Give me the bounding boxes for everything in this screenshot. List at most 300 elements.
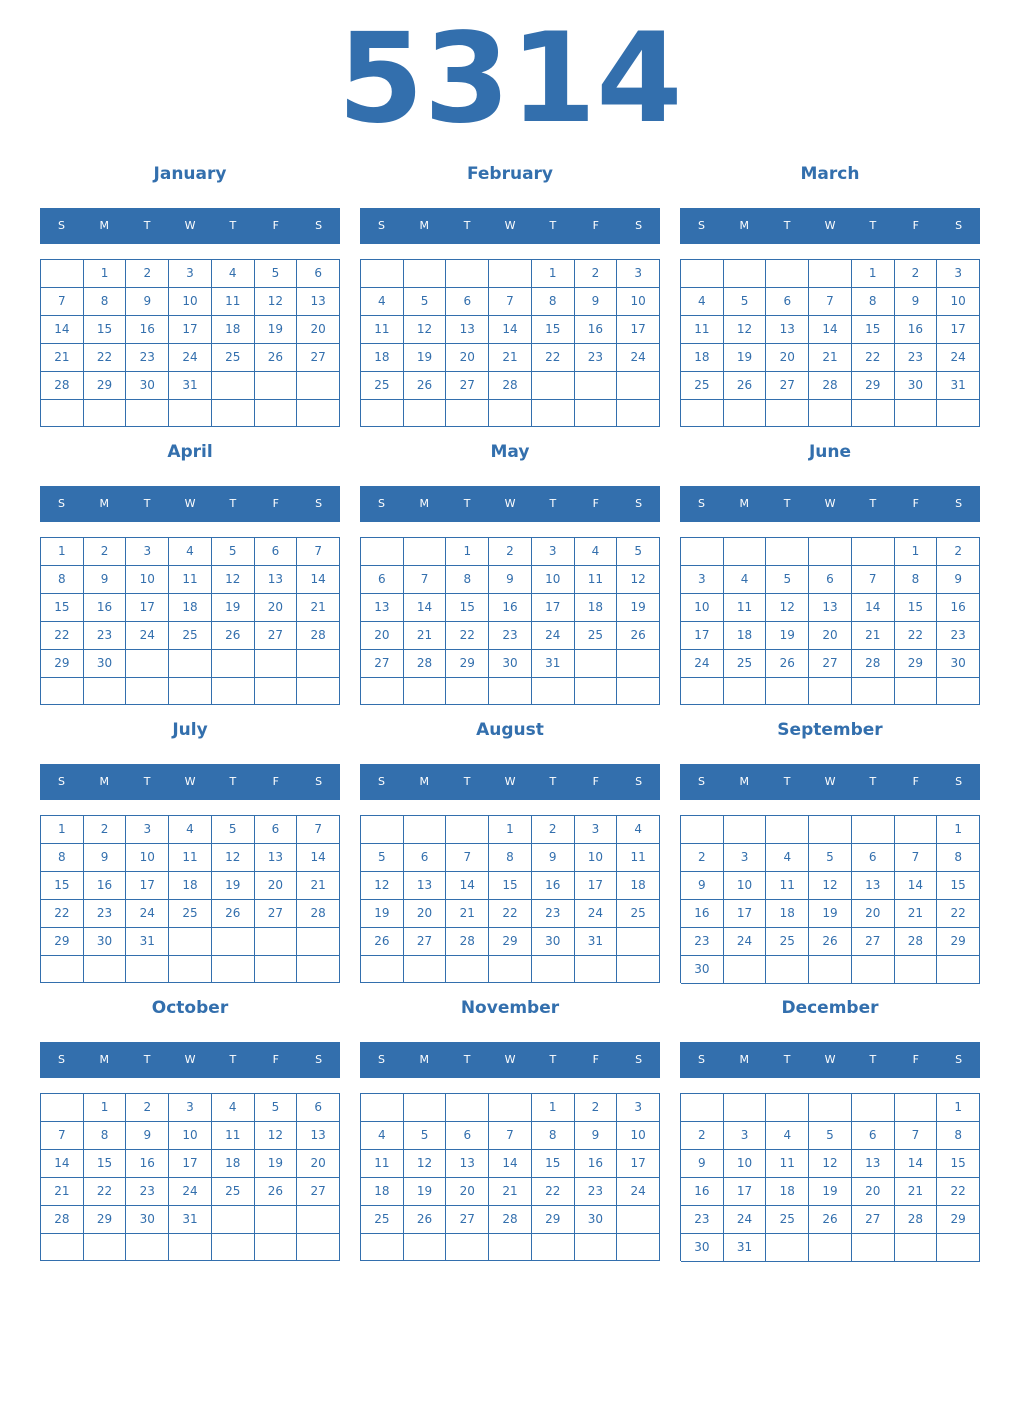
empty-day-cell — [489, 400, 532, 427]
day-cell: 30 — [681, 956, 724, 984]
day-cell: 4 — [169, 816, 212, 844]
day-cell: 15 — [446, 594, 489, 622]
day-cell: 21 — [809, 344, 852, 372]
day-cell: 24 — [617, 344, 660, 372]
day-cell: 10 — [681, 594, 724, 622]
day-cell: 15 — [532, 316, 575, 344]
day-cell: 24 — [724, 928, 767, 956]
empty-day-cell — [575, 372, 618, 400]
day-cell: 6 — [852, 844, 895, 872]
day-grid — [360, 815, 660, 983]
empty-day-cell — [169, 1234, 212, 1261]
weekday-label: M — [739, 775, 750, 788]
empty-day-cell — [852, 956, 895, 984]
day-cell: 3 — [169, 1094, 212, 1122]
day-cell: 19 — [404, 344, 447, 372]
weekday-label: S — [57, 775, 65, 788]
day-cell: 26 — [404, 1206, 447, 1234]
empty-day-cell — [212, 372, 255, 400]
month-june — [680, 441, 980, 711]
day-cell: 25 — [212, 344, 255, 372]
day-cell: 29 — [84, 372, 127, 400]
empty-day-cell — [212, 1206, 255, 1234]
weekday-label: T — [549, 219, 557, 232]
month-may — [360, 441, 660, 711]
empty-day-cell — [852, 678, 895, 705]
day-cell: 7 — [895, 844, 938, 872]
weekday-label: T — [783, 775, 791, 788]
day-cell: 30 — [575, 1206, 618, 1234]
day-cell: 3 — [126, 816, 169, 844]
day-cell: 14 — [297, 844, 340, 872]
day-cell: 18 — [617, 872, 660, 900]
day-cell: 23 — [575, 344, 618, 372]
weekday-label: T — [783, 497, 791, 510]
day-cell: 10 — [617, 1122, 660, 1150]
empty-day-cell — [766, 400, 809, 427]
day-grid — [680, 537, 980, 705]
month-name: November — [460, 998, 560, 1018]
day-cell: 4 — [724, 566, 767, 594]
empty-day-cell — [255, 650, 298, 678]
day-cell: 15 — [532, 1150, 575, 1178]
day-cell: 20 — [297, 1150, 340, 1178]
day-cell: 20 — [255, 594, 298, 622]
day-cell: 27 — [255, 900, 298, 928]
weekday-label: T — [229, 219, 237, 232]
day-cell: 1 — [937, 816, 980, 844]
month-name: September — [777, 720, 883, 740]
empty-day-cell — [212, 678, 255, 705]
empty-day-cell — [617, 1206, 660, 1234]
empty-day-cell — [937, 678, 980, 705]
day-cell: 3 — [617, 260, 660, 288]
day-cell: 26 — [255, 1178, 298, 1206]
weekday-label: T — [229, 1053, 237, 1066]
empty-day-cell — [724, 260, 767, 288]
day-cell: 31 — [532, 650, 575, 678]
day-cell: 8 — [41, 566, 84, 594]
weekday-label: M — [739, 497, 750, 510]
day-cell: 9 — [126, 288, 169, 316]
empty-day-cell — [41, 1094, 84, 1122]
empty-day-cell — [361, 678, 404, 705]
day-cell: 12 — [404, 316, 447, 344]
day-grid — [680, 815, 980, 983]
month-january — [40, 163, 340, 433]
weekday-label: T — [869, 1053, 877, 1066]
day-cell: 11 — [361, 1150, 404, 1178]
month-november — [360, 997, 660, 1267]
weekday-label: S — [635, 219, 643, 232]
day-cell: 23 — [681, 928, 724, 956]
day-cell: 16 — [126, 1150, 169, 1178]
empty-day-cell — [852, 400, 895, 427]
empty-day-cell — [489, 260, 532, 288]
day-cell: 6 — [255, 538, 298, 566]
empty-day-cell — [446, 816, 489, 844]
day-cell: 7 — [852, 566, 895, 594]
day-cell: 14 — [297, 566, 340, 594]
day-cell: 3 — [681, 566, 724, 594]
day-cell: 25 — [766, 928, 809, 956]
empty-day-cell — [809, 400, 852, 427]
empty-day-cell — [255, 1234, 298, 1261]
day-cell: 6 — [809, 566, 852, 594]
weekday-header — [360, 208, 660, 244]
day-cell: 31 — [937, 372, 980, 400]
weekday-label: W — [184, 775, 196, 788]
weekday-header — [360, 1042, 660, 1078]
day-cell: 8 — [532, 1122, 575, 1150]
day-cell: 12 — [766, 594, 809, 622]
weekday-label: M — [99, 1053, 110, 1066]
day-cell: 18 — [212, 1150, 255, 1178]
day-cell: 14 — [852, 594, 895, 622]
empty-day-cell — [532, 1234, 575, 1261]
weekday-label: W — [504, 219, 516, 232]
day-cell: 29 — [41, 650, 84, 678]
day-cell: 19 — [255, 1150, 298, 1178]
day-grid — [360, 259, 660, 427]
month-name: October — [151, 998, 229, 1018]
weekday-label: S — [315, 1053, 323, 1066]
weekday-header — [40, 1042, 340, 1078]
empty-day-cell — [126, 650, 169, 678]
empty-day-cell — [809, 260, 852, 288]
weekday-header — [680, 1042, 980, 1078]
empty-day-cell — [84, 400, 127, 427]
day-cell: 5 — [404, 288, 447, 316]
empty-day-cell — [361, 538, 404, 566]
empty-day-cell — [681, 816, 724, 844]
empty-day-cell — [766, 538, 809, 566]
day-cell: 12 — [809, 872, 852, 900]
day-cell: 28 — [489, 372, 532, 400]
day-cell: 24 — [681, 650, 724, 678]
day-cell: 25 — [212, 1178, 255, 1206]
empty-day-cell — [446, 1094, 489, 1122]
day-cell: 16 — [681, 1178, 724, 1206]
empty-day-cell — [297, 1206, 340, 1234]
day-cell: 11 — [169, 844, 212, 872]
day-cell: 17 — [617, 1150, 660, 1178]
day-cell: 13 — [446, 316, 489, 344]
month-name: February — [466, 164, 554, 184]
day-cell: 4 — [169, 538, 212, 566]
empty-day-cell — [617, 678, 660, 705]
empty-day-cell — [532, 400, 575, 427]
day-cell: 2 — [681, 1122, 724, 1150]
day-cell: 5 — [766, 566, 809, 594]
weekday-label: F — [272, 219, 279, 232]
day-grid — [680, 259, 980, 427]
empty-day-cell — [681, 260, 724, 288]
empty-day-cell — [766, 816, 809, 844]
day-cell: 3 — [724, 1122, 767, 1150]
empty-day-cell — [126, 678, 169, 705]
day-cell: 7 — [404, 566, 447, 594]
day-cell: 21 — [297, 594, 340, 622]
day-cell: 24 — [169, 1178, 212, 1206]
empty-day-cell — [361, 400, 404, 427]
day-cell: 27 — [766, 372, 809, 400]
empty-day-cell — [297, 650, 340, 678]
day-cell: 8 — [937, 1122, 980, 1150]
weekday-label: M — [99, 219, 110, 232]
day-cell: 20 — [446, 1178, 489, 1206]
weekday-label: F — [912, 497, 919, 510]
empty-day-cell — [681, 538, 724, 566]
weekday-label: F — [592, 1053, 599, 1066]
day-cell: 5 — [617, 538, 660, 566]
empty-day-cell — [937, 956, 980, 984]
day-cell: 1 — [41, 538, 84, 566]
day-cell: 6 — [297, 260, 340, 288]
empty-day-cell — [84, 1234, 127, 1261]
weekday-label: W — [824, 497, 836, 510]
weekday-label: S — [57, 219, 65, 232]
day-cell: 26 — [404, 372, 447, 400]
day-cell: 29 — [937, 1206, 980, 1234]
day-cell: 2 — [895, 260, 938, 288]
day-cell: 19 — [255, 316, 298, 344]
day-cell: 10 — [724, 1150, 767, 1178]
day-cell: 15 — [41, 872, 84, 900]
empty-day-cell — [297, 372, 340, 400]
empty-day-cell — [404, 1094, 447, 1122]
day-cell: 28 — [446, 928, 489, 956]
day-cell: 1 — [41, 816, 84, 844]
day-grid — [40, 259, 340, 427]
day-cell: 11 — [617, 844, 660, 872]
day-cell: 29 — [41, 928, 84, 956]
day-cell: 28 — [489, 1206, 532, 1234]
day-cell: 16 — [84, 872, 127, 900]
day-cell: 22 — [937, 900, 980, 928]
day-cell: 1 — [937, 1094, 980, 1122]
empty-day-cell — [766, 678, 809, 705]
empty-day-cell — [489, 1234, 532, 1261]
weekday-label: W — [504, 497, 516, 510]
empty-day-cell — [575, 678, 618, 705]
day-cell: 12 — [617, 566, 660, 594]
day-cell: 13 — [404, 872, 447, 900]
day-cell: 6 — [361, 566, 404, 594]
day-cell: 4 — [766, 1122, 809, 1150]
day-cell: 16 — [895, 316, 938, 344]
day-cell: 31 — [169, 372, 212, 400]
day-cell: 2 — [937, 538, 980, 566]
day-cell: 19 — [212, 872, 255, 900]
day-cell: 12 — [809, 1150, 852, 1178]
day-cell: 8 — [41, 844, 84, 872]
day-cell: 9 — [937, 566, 980, 594]
month-july — [40, 719, 340, 989]
weekday-label: W — [504, 1053, 516, 1066]
day-cell: 25 — [724, 650, 767, 678]
day-cell: 5 — [212, 816, 255, 844]
day-cell: 4 — [575, 538, 618, 566]
empty-day-cell — [446, 260, 489, 288]
empty-day-cell — [617, 650, 660, 678]
weekday-label: F — [592, 497, 599, 510]
day-cell: 26 — [212, 900, 255, 928]
weekday-label: W — [184, 219, 196, 232]
day-cell: 24 — [126, 622, 169, 650]
weekday-label: W — [504, 775, 516, 788]
empty-day-cell — [937, 400, 980, 427]
weekday-header — [680, 764, 980, 800]
day-cell: 8 — [84, 1122, 127, 1150]
day-cell: 3 — [126, 538, 169, 566]
weekday-header — [680, 208, 980, 244]
day-cell: 26 — [809, 928, 852, 956]
day-cell: 9 — [489, 566, 532, 594]
empty-day-cell — [361, 260, 404, 288]
day-cell: 16 — [126, 316, 169, 344]
day-cell: 21 — [489, 1178, 532, 1206]
day-grid — [680, 1093, 980, 1261]
day-cell: 27 — [809, 650, 852, 678]
day-cell: 13 — [297, 1122, 340, 1150]
day-cell: 17 — [126, 594, 169, 622]
day-cell: 20 — [446, 344, 489, 372]
day-cell: 29 — [895, 650, 938, 678]
day-cell: 22 — [895, 622, 938, 650]
weekday-label: T — [143, 775, 151, 788]
empty-day-cell — [255, 372, 298, 400]
day-cell: 6 — [255, 816, 298, 844]
day-cell: 4 — [617, 816, 660, 844]
month-name: August — [476, 720, 544, 740]
day-cell: 14 — [895, 1150, 938, 1178]
day-cell: 15 — [937, 872, 980, 900]
day-cell: 30 — [126, 372, 169, 400]
day-cell: 5 — [724, 288, 767, 316]
day-cell: 9 — [84, 844, 127, 872]
day-cell: 25 — [681, 372, 724, 400]
day-cell: 7 — [297, 816, 340, 844]
weekday-label: M — [419, 775, 430, 788]
day-cell: 17 — [681, 622, 724, 650]
empty-day-cell — [766, 1234, 809, 1262]
weekday-label: T — [549, 497, 557, 510]
day-cell: 6 — [446, 1122, 489, 1150]
day-cell: 24 — [937, 344, 980, 372]
empty-day-cell — [809, 816, 852, 844]
day-cell: 27 — [297, 344, 340, 372]
empty-day-cell — [809, 1234, 852, 1262]
empty-day-cell — [297, 1234, 340, 1261]
day-cell: 19 — [809, 1178, 852, 1206]
empty-day-cell — [809, 1094, 852, 1122]
day-cell: 5 — [255, 260, 298, 288]
day-cell: 22 — [41, 622, 84, 650]
day-cell: 22 — [41, 900, 84, 928]
day-cell: 27 — [404, 928, 447, 956]
weekday-label: S — [635, 775, 643, 788]
month-march — [680, 163, 980, 433]
empty-day-cell — [255, 678, 298, 705]
day-cell: 3 — [617, 1094, 660, 1122]
day-grid — [360, 1093, 660, 1261]
weekday-label: S — [315, 219, 323, 232]
day-cell: 28 — [895, 928, 938, 956]
day-cell: 16 — [84, 594, 127, 622]
day-cell: 6 — [404, 844, 447, 872]
day-cell: 5 — [361, 844, 404, 872]
weekday-label: S — [955, 1053, 963, 1066]
day-cell: 20 — [404, 900, 447, 928]
weekday-label: S — [57, 1053, 65, 1066]
day-cell: 21 — [41, 1178, 84, 1206]
empty-day-cell — [404, 956, 447, 983]
day-cell: 30 — [681, 1234, 724, 1262]
day-cell: 2 — [681, 844, 724, 872]
weekday-label: W — [184, 1053, 196, 1066]
day-cell: 3 — [532, 538, 575, 566]
day-cell: 26 — [724, 372, 767, 400]
day-cell: 16 — [532, 872, 575, 900]
day-cell: 13 — [255, 566, 298, 594]
day-cell: 10 — [617, 288, 660, 316]
day-cell: 3 — [169, 260, 212, 288]
empty-day-cell — [766, 260, 809, 288]
day-cell: 17 — [575, 872, 618, 900]
empty-day-cell — [895, 1094, 938, 1122]
weekday-label: T — [143, 497, 151, 510]
day-cell: 11 — [212, 1122, 255, 1150]
day-cell: 29 — [84, 1206, 127, 1234]
empty-day-cell — [255, 928, 298, 956]
day-cell: 15 — [489, 872, 532, 900]
day-cell: 5 — [404, 1122, 447, 1150]
day-cell: 21 — [895, 1178, 938, 1206]
day-cell: 8 — [84, 288, 127, 316]
day-cell: 6 — [297, 1094, 340, 1122]
day-cell: 18 — [575, 594, 618, 622]
month-name: May — [490, 442, 530, 462]
day-cell: 5 — [255, 1094, 298, 1122]
day-cell: 18 — [169, 594, 212, 622]
empty-day-cell — [724, 538, 767, 566]
day-cell: 1 — [446, 538, 489, 566]
day-cell: 4 — [361, 288, 404, 316]
weekday-label: T — [463, 497, 471, 510]
weekday-label: S — [315, 497, 323, 510]
day-cell: 19 — [724, 344, 767, 372]
day-cell: 18 — [724, 622, 767, 650]
empty-day-cell — [766, 956, 809, 984]
day-cell: 12 — [724, 316, 767, 344]
day-cell: 1 — [532, 1094, 575, 1122]
day-cell: 14 — [489, 316, 532, 344]
day-cell: 17 — [532, 594, 575, 622]
day-cell: 10 — [169, 288, 212, 316]
empty-day-cell — [41, 956, 84, 983]
day-cell: 17 — [617, 316, 660, 344]
day-cell: 27 — [255, 622, 298, 650]
empty-day-cell — [212, 400, 255, 427]
empty-day-cell — [766, 1094, 809, 1122]
empty-day-cell — [404, 678, 447, 705]
day-cell: 29 — [532, 1206, 575, 1234]
empty-day-cell — [41, 1234, 84, 1261]
weekday-label: T — [869, 497, 877, 510]
day-cell: 8 — [852, 288, 895, 316]
empty-day-cell — [895, 956, 938, 984]
